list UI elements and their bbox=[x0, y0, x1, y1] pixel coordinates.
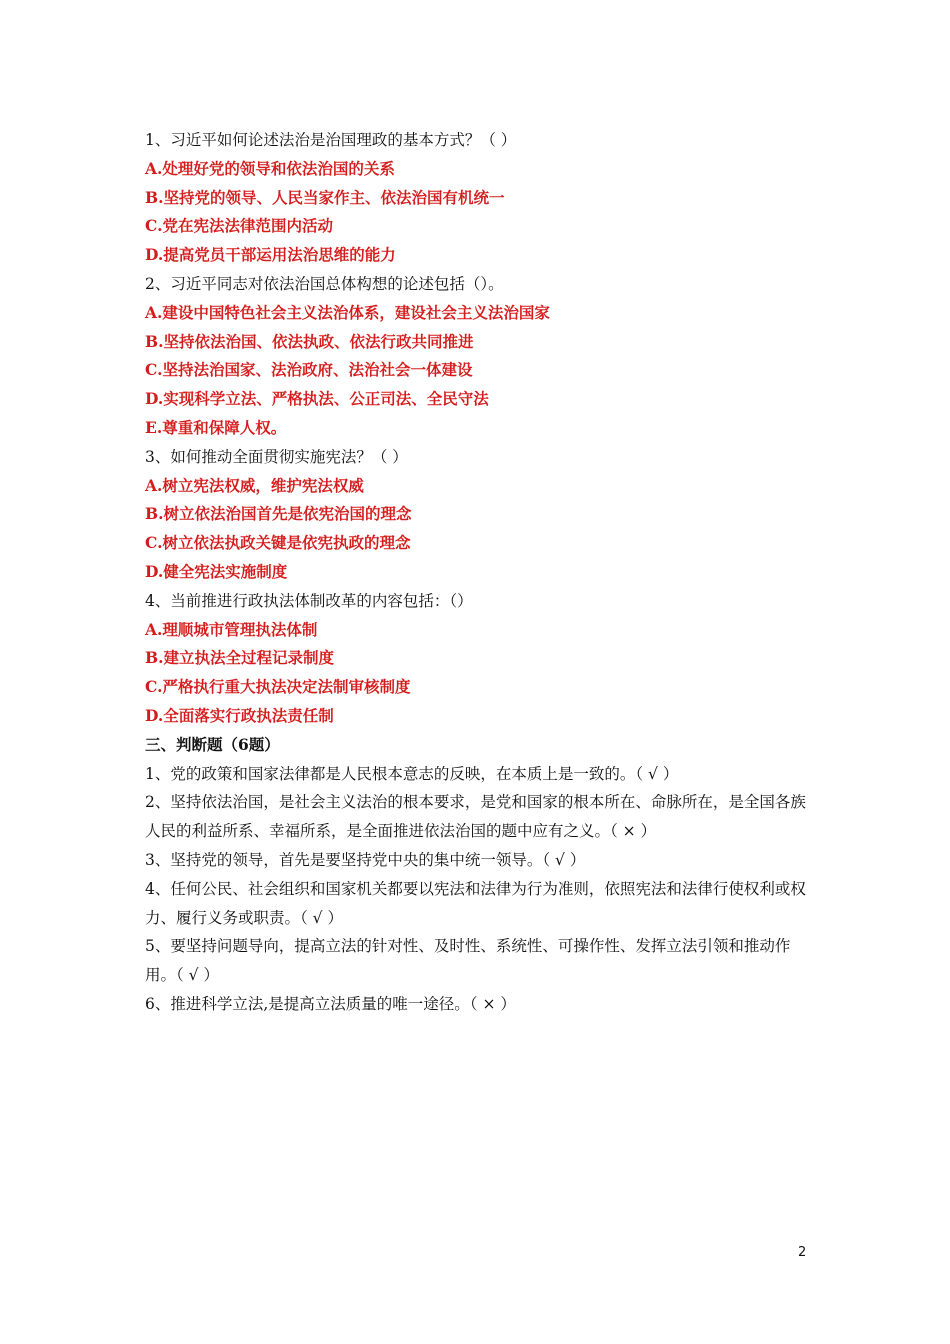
page-number: 2 bbox=[798, 1245, 807, 1260]
question-text: 1、习近平如何论述法治是治国理政的基本方式？（ ） bbox=[145, 131, 517, 149]
document-body bbox=[145, 126, 815, 1019]
answer-option: A.建设中国特色社会主义法治体系，建设社会主义法治国家 bbox=[145, 302, 550, 322]
answer-option: D.全面落实行政执法责任制 bbox=[145, 705, 334, 725]
answer-option: B.建立执法全过程记录制度 bbox=[145, 648, 334, 668]
judgment-list bbox=[145, 760, 815, 1019]
question-text: 4、当前推进行政执法体制改革的内容包括：（） bbox=[145, 591, 473, 610]
section-heading: 三、判断题（6题） bbox=[145, 734, 280, 754]
answer-option: D.提高党员干部运用法治思维的能力 bbox=[145, 245, 396, 265]
answer-option: A.处理好党的领导和依法治国的关系 bbox=[145, 158, 395, 178]
judgment-item: 4、任何公民、社会组织和国家机关都要以宪法和法律为行为准则，依照宪法和法律行使权利或权力、履行义务或职责。（ √ ） bbox=[145, 879, 806, 927]
question-text: 3、如何推动全面贯彻实施宪法？（ ） bbox=[145, 447, 408, 466]
multi-choice-q4 bbox=[145, 587, 815, 731]
answer-option: D.实现科学立法、严格执法、公正司法、全民守法 bbox=[145, 389, 489, 409]
answer-option: C.树立依法执政关键是依宪执政的理念 bbox=[145, 533, 411, 553]
question-text: 2、习近平同志对依法治国总体构想的论述包括（）。 bbox=[145, 274, 504, 293]
answer-option: B.坚持依法治国、依法执政、依法行政共同推进 bbox=[145, 331, 474, 351]
multi-choice-q1 bbox=[145, 126, 815, 270]
judgment-item: 1、党的政策和国家法律都是人民根本意志的反映，在本质上是一致的。（ √ ） bbox=[145, 764, 679, 783]
multi-choice-q3 bbox=[145, 443, 815, 587]
answer-option: C.党在宪法法律范围内活动 bbox=[145, 216, 333, 236]
judgment-item: 3、坚持党的领导，首先是要坚持党中央的集中统一领导。（ √ ） bbox=[145, 850, 586, 869]
multi-choice-q2 bbox=[145, 270, 815, 443]
answer-option: E.尊重和保障人权。 bbox=[145, 417, 287, 437]
answer-option: C.严格执行重大执法决定法制审核制度 bbox=[145, 677, 411, 697]
answer-option: D.健全宪法实施制度 bbox=[145, 561, 288, 581]
answer-option: B.坚持党的领导、人民当家作主、依法治国有机统一 bbox=[145, 187, 505, 207]
answer-option: A.理顺城市管理执法体制 bbox=[145, 619, 318, 639]
answer-option: B.树立依法治国首先是依宪治国的理念 bbox=[145, 504, 412, 524]
judgment-item: 5、要坚持问题导向，提高立法的针对性、及时性、系统性、可操作性、发挥立法引领和推动作用。（ √ ） bbox=[145, 937, 791, 985]
answer-option: C.坚持法治国家、法治政府、法治社会一体建设 bbox=[145, 360, 473, 380]
judgment-item: 6、推进科学立法,是提高立法质量的唯一途径。（ × ） bbox=[145, 994, 516, 1013]
answer-option: A.树立宪法权威，维护宪法权威 bbox=[145, 475, 364, 495]
judgment-item: 2、坚持依法治国，是社会主义法治的根本要求，是党和国家的根本所在、命脉所在，是全国各族人民的利益所系、幸福所系，是全面推进依法治国的题中应有之义。（ × ） bbox=[145, 793, 806, 841]
